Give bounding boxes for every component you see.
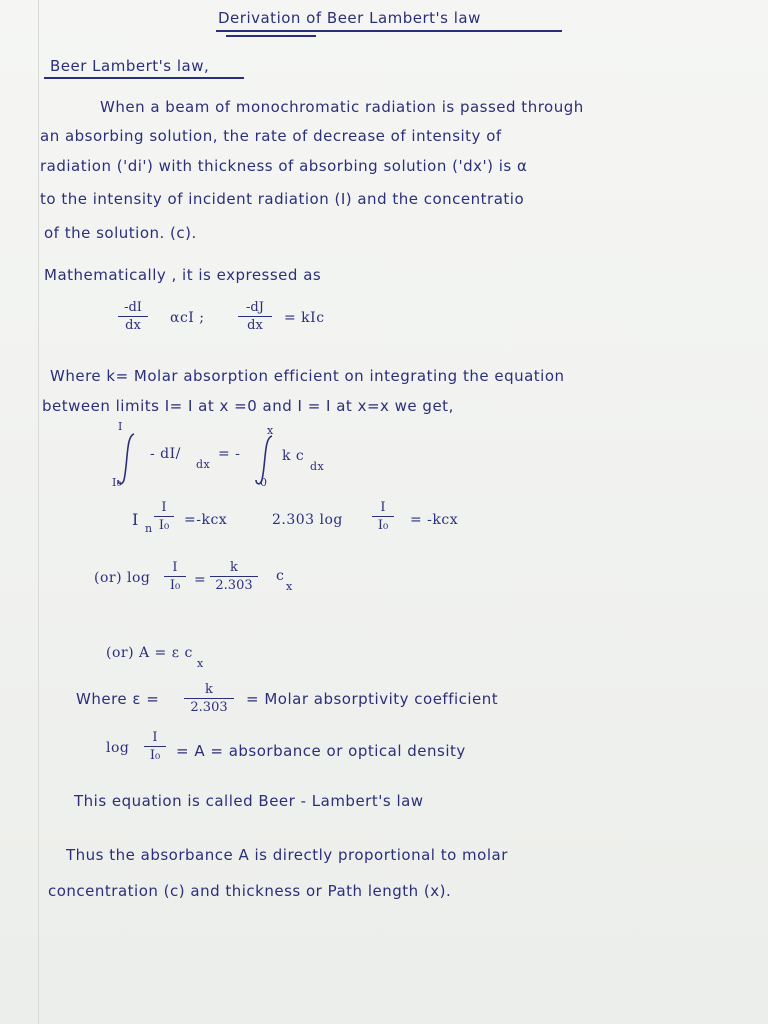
- denominator: I₀: [169, 578, 181, 594]
- numerator: k: [205, 682, 213, 697]
- integrand-sub: dx: [196, 458, 211, 471]
- relation-text: = -kcx: [410, 512, 459, 528]
- math-intro: Mathematically , it is expressed as: [44, 266, 322, 284]
- or-log-suffix-sub: x: [286, 580, 293, 593]
- paragraph-line: an absorbing solution, the rate of decrease of intensity of: [40, 127, 502, 145]
- numerator: I: [172, 560, 178, 575]
- fraction: [144, 730, 166, 763]
- integrand: k c: [282, 448, 305, 464]
- denominator: dx: [247, 318, 263, 334]
- ln-symbol: I: [132, 510, 139, 529]
- relation-text: 2.303 log: [272, 512, 343, 528]
- paragraph-line: Thus the absorbance A is directly proportional to molar: [66, 846, 508, 864]
- denominator: dx: [125, 318, 141, 334]
- denominator: 2.303: [190, 700, 228, 716]
- fraction: [184, 682, 234, 715]
- denominator: I₀: [377, 518, 389, 534]
- fraction: [118, 300, 148, 333]
- paragraph-line: radiation ('di') with thickness of absorbing solution ('dx') is α: [40, 157, 528, 175]
- numerator: -dJ: [246, 300, 264, 315]
- paragraph-line: Where k= Molar absorption efficient on integrating the equation: [50, 367, 565, 385]
- title-underline: [216, 30, 562, 32]
- integral-upper-limit: I: [118, 420, 123, 433]
- log-abs-suffix: = A = absorbance or optical density: [176, 742, 466, 760]
- or-a-line: (or) A = ε c: [106, 645, 193, 661]
- equals-sign: =: [194, 572, 207, 588]
- equals-sign: = -: [218, 446, 241, 462]
- fraction: [154, 500, 174, 533]
- relation-text: = kIc: [284, 310, 325, 326]
- where-eps-prefix: Where ε =: [76, 690, 160, 708]
- paragraph-line: of the solution. (c).: [44, 224, 197, 242]
- ln-sub: n: [145, 522, 153, 535]
- called-line: This equation is called Beer - Lambert's law: [74, 792, 424, 810]
- fraction: [210, 560, 258, 593]
- fraction: [164, 560, 186, 593]
- margin-line: [38, 0, 39, 1024]
- paragraph-line: to the intensity of incident radiation (I) and the concentratio: [40, 190, 525, 208]
- paragraph-line: When a beam of monochromatic radiation is passed through: [100, 98, 584, 116]
- or-a-sub: x: [197, 657, 204, 670]
- paragraph-line: concentration (c) and thickness or Path length (x).: [48, 882, 452, 900]
- fraction: [238, 300, 272, 333]
- numerator: -dI: [124, 300, 142, 315]
- or-log-suffix: c: [276, 568, 285, 584]
- section-heading: Beer Lambert's law,: [50, 57, 210, 75]
- where-eps-suffix: = Molar absorptivity coefficient: [246, 690, 499, 708]
- page-title: Derivation of Beer Lambert's law: [218, 9, 481, 27]
- integral-lower-limit: I₀: [112, 476, 122, 489]
- denominator: I₀: [158, 518, 170, 534]
- integral-lower-limit: 0: [260, 476, 268, 489]
- fraction: [372, 500, 394, 533]
- title-underline-2: [226, 35, 316, 37]
- relation-text: αcI ;: [170, 310, 205, 326]
- denominator: 2.303: [215, 578, 253, 594]
- or-log-prefix: (or) log: [94, 570, 151, 586]
- denominator: I₀: [149, 748, 161, 764]
- integrand-sub: dx: [310, 460, 325, 473]
- numerator: I: [152, 730, 158, 745]
- integrand: - dI/: [150, 446, 181, 462]
- log-prefix: log: [106, 740, 130, 756]
- integral-upper-limit: x: [267, 424, 274, 437]
- heading-underline: [44, 77, 244, 79]
- numerator: k: [230, 560, 238, 575]
- paragraph-line: between limits I= I at x =0 and I = I at x=x we get,: [42, 397, 454, 415]
- numerator: I: [380, 500, 386, 515]
- relation-text: =-kcx: [184, 512, 228, 528]
- numerator: I: [161, 500, 167, 515]
